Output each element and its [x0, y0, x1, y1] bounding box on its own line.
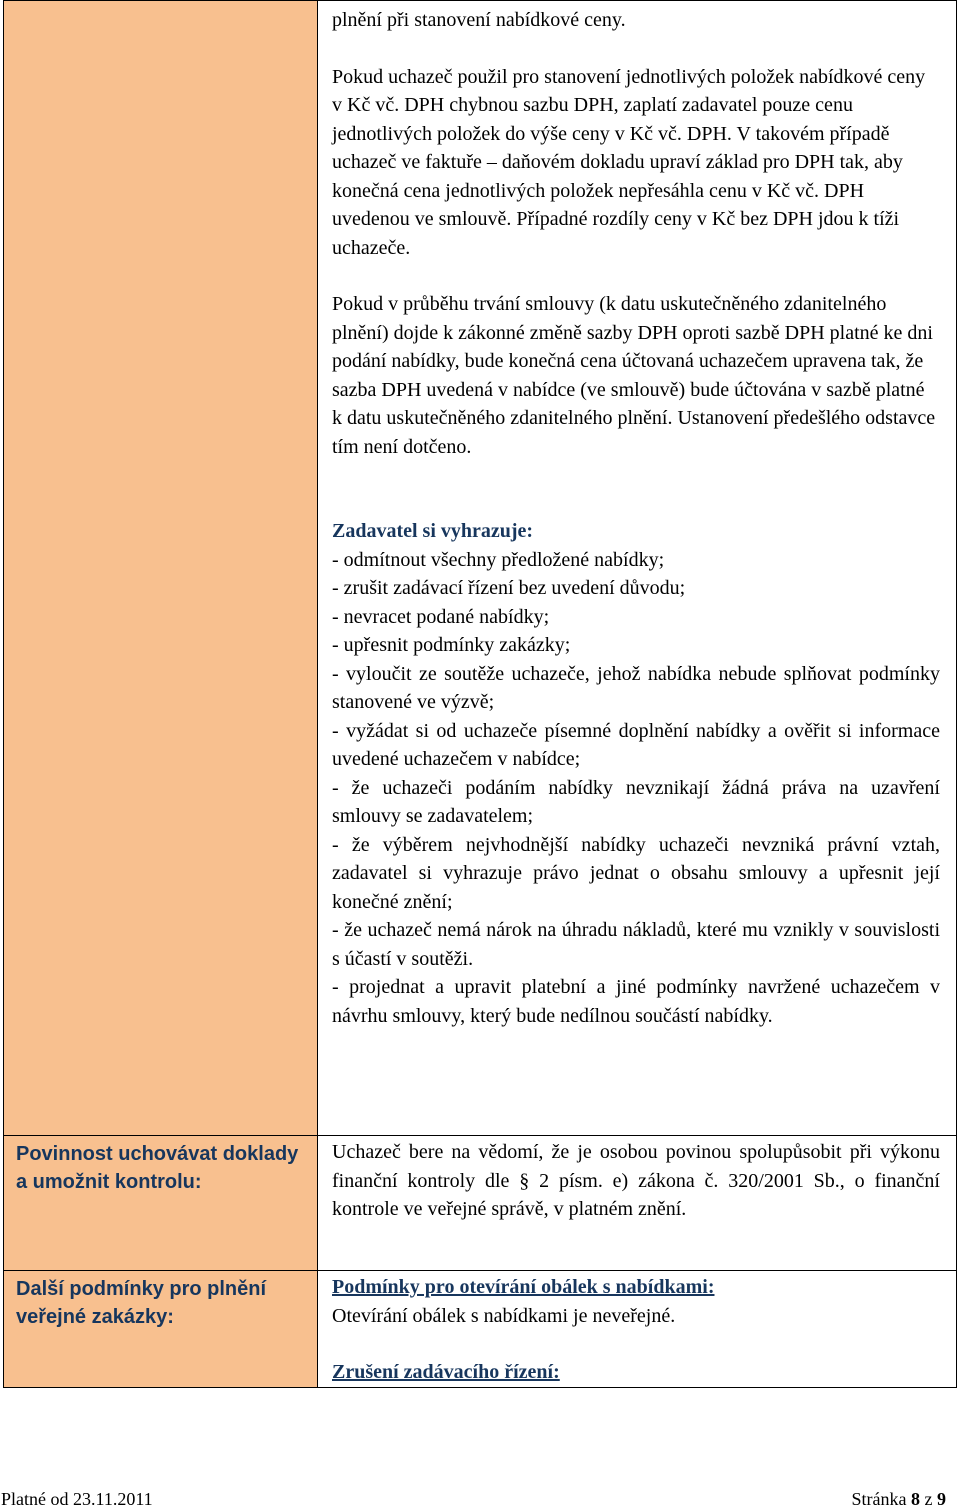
list-item: - že uchazeči podáním nabídky nevznikají žádná práva na uzavření smlouvy se zadavatelem;: [332, 776, 940, 827]
list-item: - vyžádat si od uchazeče písemné doplnění nabídky a ověřit si informace uvedené uchazečem v nabídce;: [332, 719, 940, 770]
list-item: - projednat a upravit platební a jiné podmínky navržené uchazečem v návrhu smlouvy, který bude nedílnou součástí nabídky.: [332, 976, 940, 1027]
page-current: 8: [911, 1489, 920, 1509]
reserve-title: Zadavatel si vyhrazuje:: [332, 520, 534, 542]
paragraph: plnění při stanovení nabídkové ceny.: [332, 9, 626, 31]
row-label: Povinnost uchovávat doklady a umožnit kontrolu:: [16, 1143, 299, 1193]
list-item: - vyloučit ze soutěže uchazeče, jehož nabídka nebude splňovat podmínky stanovené ve výzvě;: [332, 662, 940, 713]
paragraph: Pokud v průběhu trvání smlouvy (k datu uskutečněného zdanitelného plnění) dojde k zákonné změně sazby DPH oproti sazbě DPH platné ke dni podání nabídky, bude konečná cena účtovaná uchazečem upravena tak, že sazba DPH uvedená v nabídce (ve smlouvě) bude účtována v sazbě platné k datu uskutečněného zdanitelného plnění. Ustanovení předešlého odstavce tím není dotčeno.: [332, 293, 936, 458]
list-item: - upřesnit podmínky zakázky;: [332, 634, 571, 656]
table-row: [4, 1271, 957, 1388]
label-cell-empty: [4, 1, 318, 1136]
list-item: - odmítnout všechny předložené nabídky;: [332, 548, 665, 571]
row-label: Další podmínky pro plnění veřejné zakázky:: [16, 1278, 267, 1328]
heading-text: Podmínky pro otevírání obálek s nabídkami:: [332, 1276, 715, 1298]
table-row: [4, 1, 957, 1136]
page-prefix: Stránka: [851, 1489, 907, 1509]
section-heading: [332, 1358, 956, 1387]
table-row: [4, 1136, 957, 1271]
valid-from: Platné od 23.11.2011: [1, 1489, 153, 1509]
paragraph: Uchazeč bere na vědomí, že je osobou povinou spolupůsobit při výkonu finanční kontroly dle § 2 písm. e) zákona č. 320/2001 Sb., o finanční kontrole ve veřejné správě, v platném znění.: [332, 1141, 940, 1220]
list-item: - nevracet podané nabídky;: [332, 605, 550, 628]
heading-text: Zrušení zadávacího řízení:: [332, 1361, 560, 1383]
paragraph: Pokud uchazeč použil pro stanovení jednotlivých položek nabídkové ceny v Kč vč. DPH chybnou sazbu DPH, zaplatí zadavatel pouze cenu jednotlivých položek do výše ceny v Kč vč. DPH. V takovém případě uchazeč ve faktuře – daňovém dokladu upraví základ pro DPH tak, aby konečná cena jednotlivých položek nepřesáhla cenu v Kč vč. DPH uvedenou ve smlouvě. Případné rozdíly ceny v Kč bez DPH jdou k tíži uchazeče.: [332, 65, 926, 259]
list-item: - zrušit zadávací řízení bez uvedení důvodu;: [332, 577, 686, 599]
list-item: - že výběrem nejvhodnější nabídky uchazeči nevzniká právní vztah, zadavatel si vyhrazuje právo jednat o obsahu smlouvy a upřesnit její konečné znění;: [332, 833, 940, 913]
page-total: 9: [937, 1489, 946, 1509]
reserve-list: [332, 546, 956, 1031]
content-cell: [318, 1, 957, 1136]
content-cell: [318, 1271, 957, 1388]
page-separator: z: [924, 1489, 933, 1509]
paragraph: Otevírání obálek s nabídkami je neveřejné.: [332, 1304, 676, 1327]
content-cell: [318, 1136, 957, 1271]
section-heading: [332, 1273, 956, 1302]
label-cell: [4, 1136, 318, 1271]
document-table: [3, 0, 957, 1388]
label-cell: [4, 1271, 318, 1388]
list-item: - že uchazeč nemá nárok na úhradu nákladů, které mu vznikly v souvislosti s účastí v soutěži.: [332, 919, 940, 970]
